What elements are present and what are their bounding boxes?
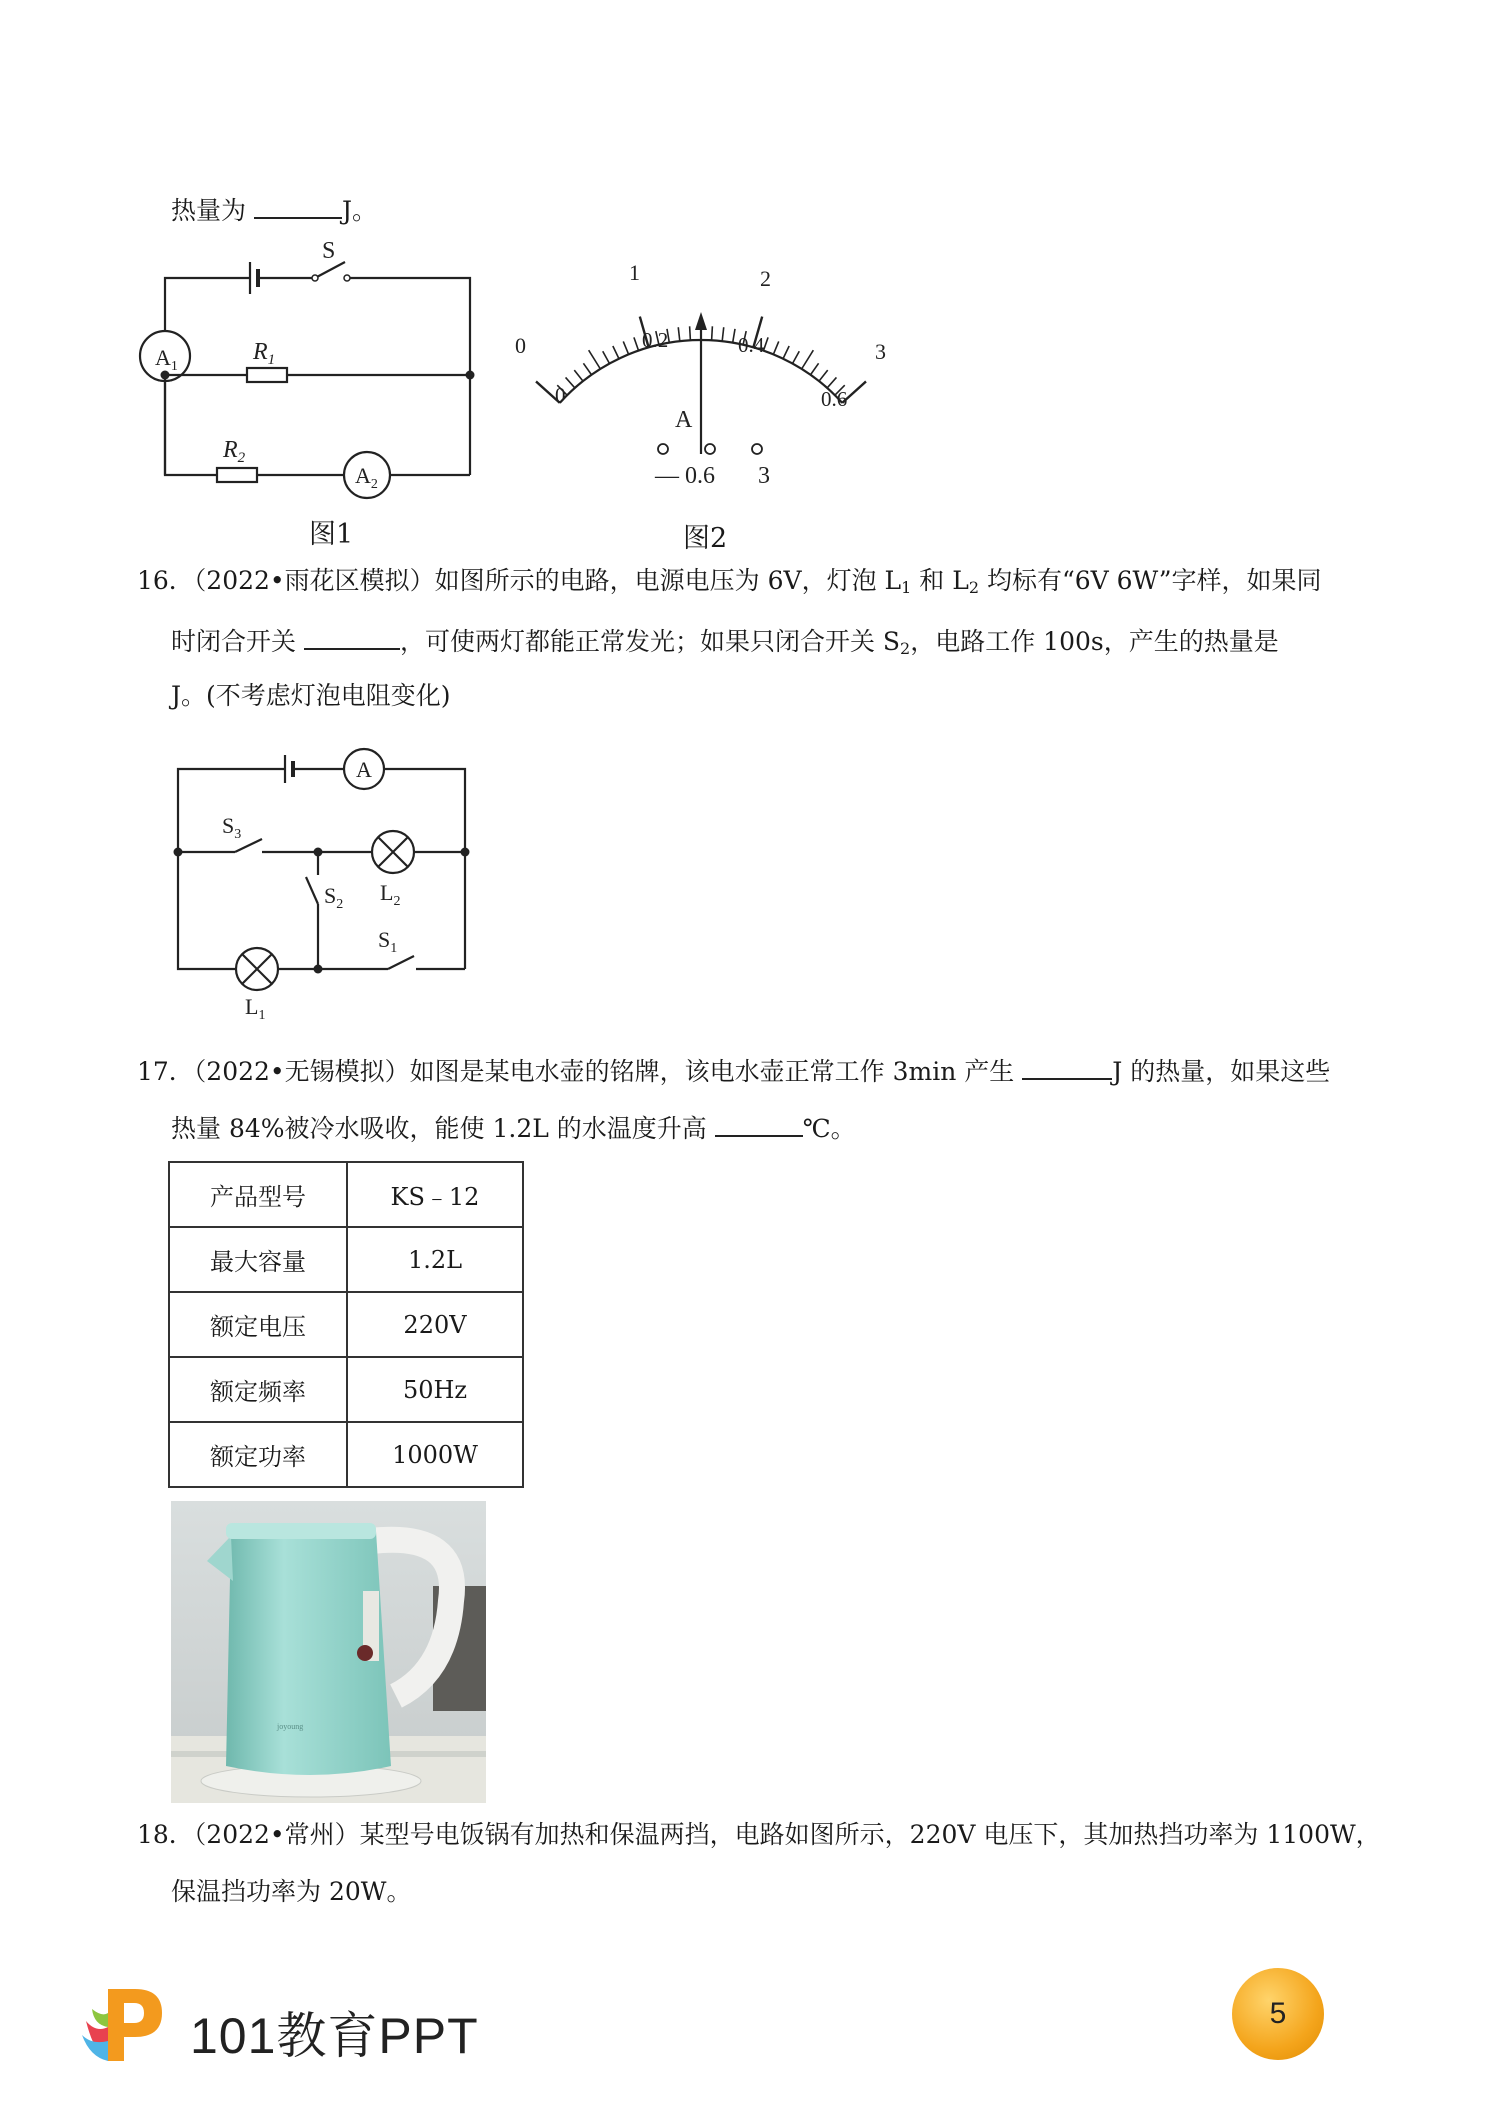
dial-tick (773, 341, 778, 354)
page-number: 5 (1269, 1997, 1287, 2030)
q15-tail: 热量为 J。 (171, 193, 377, 226)
answer-blank[interactable] (1022, 1054, 1112, 1080)
answer-blank[interactable] (304, 624, 400, 650)
label-R1: $R_1$ (253, 339, 276, 368)
dial-bottom-0-6: 0.6 (821, 387, 848, 411)
answer-blank[interactable] (254, 193, 342, 219)
terminal-3: 3 (758, 463, 770, 489)
dial-bottom-0-4: 0.4 (738, 333, 765, 357)
q16-line-3: J。(不考虑灯泡电阻变化) (171, 681, 451, 710)
label-L1: $L_1$ (245, 994, 266, 1023)
figure-2-ammeter (505, 250, 905, 510)
dial-tick (811, 363, 819, 374)
dial-tick (793, 351, 800, 363)
table-row: 最大容量 1.2L (169, 1227, 523, 1292)
page-number-badge (1232, 1968, 1324, 2060)
dial-tick (583, 363, 591, 374)
label-A2: $A_2$ (355, 463, 378, 492)
figure-1-caption: 图1 (309, 519, 354, 550)
dial-top-0: 0 (515, 333, 526, 358)
dial-tick (783, 346, 789, 359)
table-row: 额定频率 50Hz (169, 1357, 523, 1422)
dial-tick (678, 327, 680, 341)
q18-line-2: 保温挡功率为 20W。 (171, 1877, 412, 1906)
dial-top-1: 1 (629, 260, 640, 285)
dial-tick (603, 351, 610, 363)
dial-bottom-0-2: 0.2 (642, 328, 669, 352)
dial-tick (613, 346, 619, 359)
dial-tick (690, 326, 691, 340)
dial-tick (819, 370, 828, 381)
dial-tick (574, 370, 583, 381)
label-A: A (356, 757, 372, 782)
brand-name: 101教育PPT (190, 2008, 479, 2064)
label-R2: $R_2$ (223, 437, 246, 466)
q17-line-1: 17．（2022•无锡模拟）如图是某电水壶的铭牌，该电水壶正常工作 3min 产生 J 的热量，如果这些 (137, 1054, 1330, 1087)
dial-top-2: 2 (760, 266, 771, 291)
brand-logo-icon (80, 1983, 170, 2067)
figure-1-circuit (135, 238, 485, 548)
q16-line-1: 16．（2022•雨花区模拟）如图所示的电路，电源电压为 6V，灯泡 $L_1$ 和 $L_2$ 均标有“6V 6W”字样，如果同 (137, 566, 1322, 597)
table-row: 额定功率 1000W (169, 1422, 523, 1487)
dial-tick (733, 329, 735, 343)
terminal-neg-0-6: — 0.6 (655, 463, 715, 489)
table-row: 产品型号 KS﹣12 (169, 1162, 523, 1227)
label-S2: $S_2$ (324, 883, 344, 912)
svg-text:joyoung: joyoung (277, 1722, 304, 1731)
dial-tick (589, 350, 601, 369)
dial-tick (712, 326, 713, 340)
dial-tick (802, 350, 814, 369)
label-S3: $S_3$ (222, 813, 242, 842)
kettle-photo (171, 1501, 486, 1803)
dial-tick (722, 327, 724, 341)
dial-tick (623, 341, 628, 354)
answer-blank[interactable] (715, 1111, 803, 1137)
label-S1: $S_1$ (378, 927, 398, 956)
label-L2: $L_2$ (380, 880, 401, 909)
dial-unit: A (675, 407, 693, 433)
dial-bottom-0: 0 (555, 383, 566, 407)
dial-tick (634, 337, 639, 350)
nameplate-table (168, 1161, 524, 1488)
q18-line-1: 18．（2022•常州）某型号电饭锅有加热和保温两挡，电路如图所示，220V 电压下，其加热挡功率为 1100W， (137, 1820, 1381, 1849)
dial-top-3: 3 (875, 339, 886, 364)
label-A1: $A_1$ (155, 345, 178, 374)
label-S: S (322, 238, 336, 264)
table-row: 额定电压 220V (169, 1292, 523, 1357)
q17-line-2: 热量 84%被冷水吸收，能使 1.2L 的水温度升高 ℃。 (171, 1111, 856, 1144)
figure-2-caption: 图2 (683, 523, 728, 554)
figure-3-circuit (160, 742, 490, 1032)
q16-line-2: 时闭合开关 ，可使两灯都能正常发光；如果只闭合开关 $S_2$，电路工作 100s，产生的热量是 (171, 624, 1279, 664)
dial-tick (566, 377, 575, 387)
